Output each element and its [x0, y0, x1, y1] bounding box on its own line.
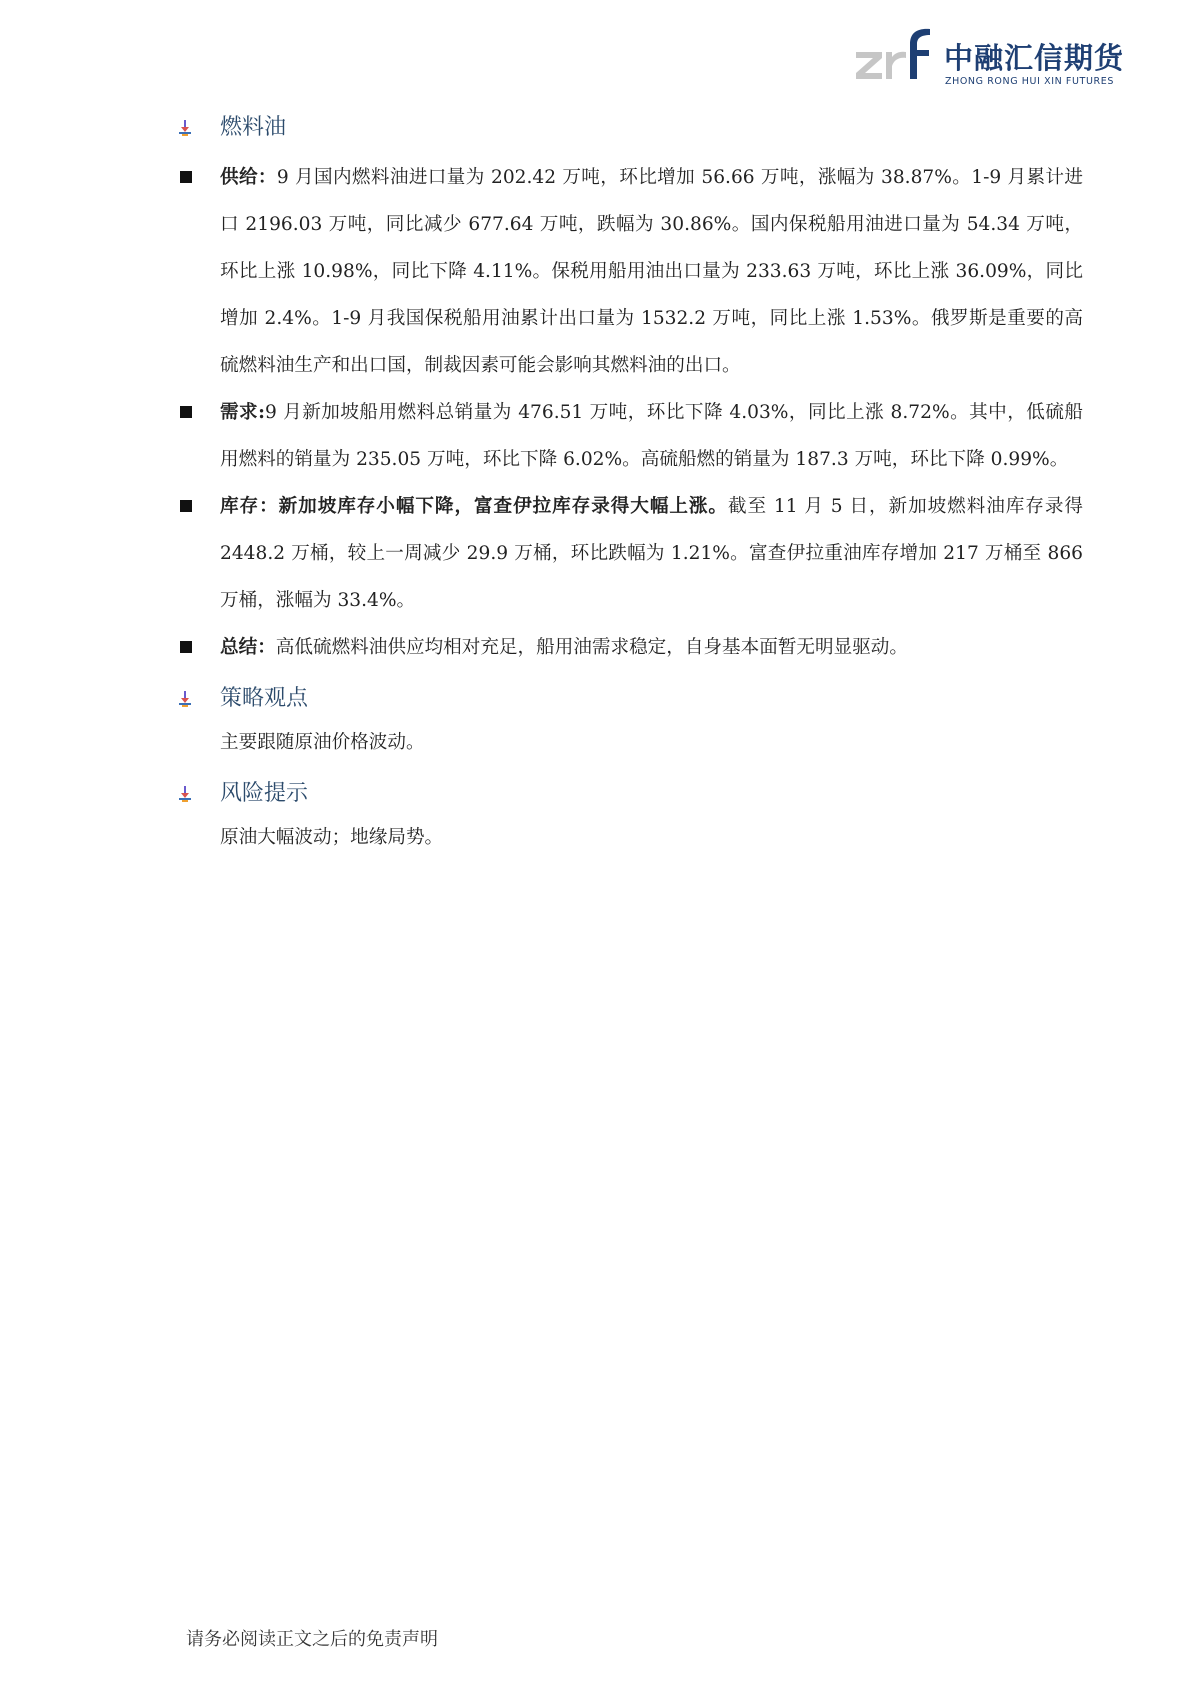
colored-arrow-bullet-icon: [178, 786, 192, 802]
summary-paragraph: [178, 624, 1083, 671]
zrf-logo-mark-icon: [852, 26, 938, 92]
section-heading-text: 策略观点: [220, 686, 309, 711]
colored-arrow-bullet-icon: [178, 691, 192, 707]
black-square-bullet-icon: [180, 171, 192, 183]
inventory-text: 截至 11 月 5 日，新加坡燃料油库存录得 2448.2 万桶，较上一周减少 29.9 万桶，环比跌幅为 1.21%。富查伊拉重油库存增加 217 万桶至 866 万桶，涨幅为 33.4%。: [220, 496, 1083, 611]
demand-label: 需求:: [220, 402, 265, 423]
strategy-text: 主要跟随原油价格波动。: [220, 732, 425, 753]
section-heading-fuel-oil: [178, 108, 1083, 148]
risk-text: 原油大幅波动；地缘局势。: [220, 827, 444, 848]
summary-text: 高低硫燃料油供应均相对充足，船用油需求稳定，自身基本面暂无明显驱动。: [275, 637, 908, 658]
section-heading-strategy: [178, 679, 1083, 719]
supply-label: 供给：: [220, 167, 277, 188]
company-logo: [852, 26, 1125, 92]
report-body: [178, 108, 1083, 861]
section-heading-text: 风险提示: [220, 781, 309, 806]
inventory-paragraph: [178, 483, 1083, 624]
section-heading-risk: [178, 774, 1083, 814]
demand-text: 9 月新加坡船用燃料总销量为 476.51 万吨，环比下降 4.03%，同比上涨 8.72%。其中，低硫船用燃料的销量为 235.05 万吨，环比下降 6.02%。高硫船燃的销量为 187.3 万吨，环比下降 0.99%。: [220, 402, 1083, 470]
inventory-label: 库存：: [220, 496, 279, 517]
inventory-bold-text: 新加坡库存小幅下降，富查伊拉库存录得大幅上涨。: [278, 496, 728, 517]
supply-paragraph: [178, 154, 1083, 389]
black-square-bullet-icon: [180, 406, 192, 418]
section-heading-text: 燃料油: [220, 115, 287, 140]
supply-text: 9 月国内燃料油进口量为 202.42 万吨，环比增加 56.66 万吨，涨幅为 38.87%。1-9 月累计进口 2196.03 万吨，同比减少 677.64 万吨，跌幅为 30.86%。国内保税船用油进口量为 54.34 万吨，环比上涨 10.98%，同比下降 4.11%。保税用船用油出口量为 233.63 万吨，环比上涨 36.09%，同比增加 2.4%。1-9 月我国保税船用油累计出口量为 1532.2 万吨，同比上涨 1.53%。俄罗斯是重要的高硫燃料油生产和出口国，制裁因素可能会影响其燃料油的出口。: [220, 167, 1083, 376]
black-square-bullet-icon: [180, 641, 192, 653]
disclaimer-footer: 请务必阅读正文之后的免责声明: [186, 1629, 438, 1650]
colored-arrow-bullet-icon: [178, 120, 192, 136]
company-name-cn: 中融汇信期货: [944, 41, 1125, 75]
black-square-bullet-icon: [180, 500, 192, 512]
summary-label: 总结：: [220, 637, 276, 658]
company-name-en: ZHONG RONG HUI XIN FUTURES: [945, 76, 1114, 87]
demand-paragraph: [178, 389, 1083, 483]
